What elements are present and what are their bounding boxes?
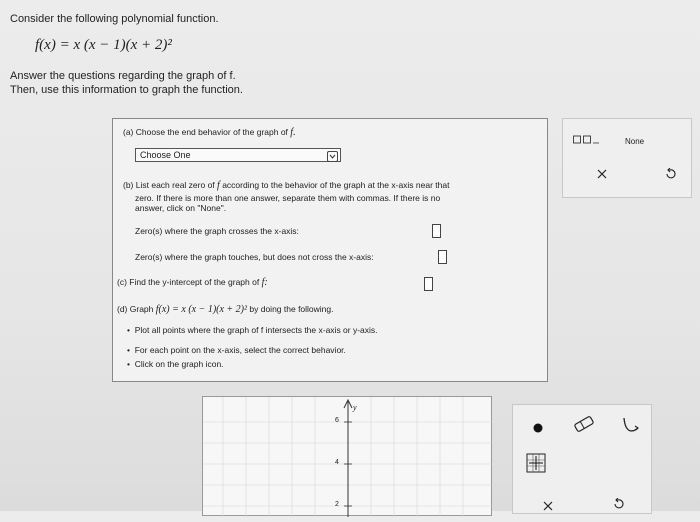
eraser-icon [573, 416, 595, 432]
function-formula: f(x) = x (x − 1)(x + 2)² [35, 37, 172, 53]
chevron-down-icon [327, 151, 338, 162]
part-d-text: (d) Graph [117, 304, 154, 314]
part-c-function: f: [261, 277, 268, 288]
part-b-line-2: zero. If there is more than one answer, separate them with commas. If there is no [135, 193, 441, 203]
part-d-formula: f(x) = x (x − 1)(x + 2)² [155, 304, 248, 315]
question-panel [112, 118, 548, 382]
clear-button[interactable] [597, 169, 607, 181]
y-tick-label: 2 [335, 501, 339, 508]
zeros-cross-input[interactable] [432, 224, 441, 238]
dropdown-value: Choose One [140, 150, 191, 160]
comma-keypad-icon[interactable] [573, 135, 599, 147]
curve-behavior-icon [621, 416, 641, 436]
intro-text: Consider the following polynomial function. [10, 13, 219, 25]
answer-tools-panel [562, 118, 692, 198]
instruction-bullet: • For each point on the x-axis, select the correct behavior. [127, 345, 346, 355]
graph-tool[interactable] [526, 453, 546, 478]
none-button[interactable]: None [625, 137, 645, 146]
bullet-text: For each point on the x-axis, select the correct behavior. [134, 345, 346, 355]
part-a-text: (a) Choose the end behavior of the graph of [123, 127, 288, 137]
graph-tools-panel [512, 404, 652, 514]
instruction-line-1: Answer the questions regarding the graph of f. [10, 70, 236, 82]
part-c-text: (c) Find the y-intercept of the graph of [117, 277, 260, 287]
undo-button[interactable] [612, 497, 624, 515]
part-b-function: f [217, 180, 220, 191]
instruction-line-2: Then, use this information to graph the function. [10, 84, 243, 96]
part-d-label [117, 304, 334, 315]
close-icon [597, 169, 607, 179]
part-a-label [123, 127, 296, 138]
y-axis-label: y [353, 403, 357, 412]
close-icon [543, 501, 553, 511]
graph-grid [203, 397, 493, 517]
part-c-label [117, 277, 268, 288]
undo-button[interactable] [664, 168, 676, 182]
instruction-bullet: • Click on the graph icon. [127, 359, 224, 369]
eraser-tool[interactable] [573, 416, 595, 437]
zeros-cross-label: Zero(s) where the graph crosses the x-axis: [135, 226, 299, 236]
instruction-bullet: • Plot all points where the graph of f intersects the x-axis or y-axis. [127, 325, 378, 335]
y-intercept-input[interactable] [424, 277, 433, 291]
graph-canvas[interactable] [202, 396, 492, 516]
end-behavior-dropdown[interactable] [135, 148, 341, 162]
part-a-function: f. [290, 127, 296, 138]
part-d-text-rest: by doing the following. [249, 304, 334, 314]
y-tick-label: 6 [335, 417, 339, 424]
point-icon [533, 423, 543, 433]
point-tool[interactable] [533, 420, 543, 438]
zeros-touch-label: Zero(s) where the graph touches, but does not cross the x-axis: [135, 252, 374, 262]
y-tick-label: 4 [335, 459, 339, 466]
part-b-label [123, 180, 449, 191]
part-b-text: (b) List each real zero of [123, 180, 215, 190]
bullet-text: Click on the graph icon. [134, 359, 224, 369]
graph-icon [526, 453, 546, 473]
part-b-line-3: answer, click on "None". [135, 203, 227, 213]
zeros-touch-input[interactable] [438, 250, 447, 264]
part-b-text-rest: according to the behavior of the graph at the x-axis near that [222, 180, 450, 190]
undo-icon [664, 168, 676, 180]
bullet-text: Plot all points where the graph of f intersects the x-axis or y-axis. [134, 325, 378, 335]
behavior-tool[interactable] [621, 416, 641, 441]
undo-icon [612, 498, 624, 510]
clear-button[interactable] [543, 498, 553, 516]
